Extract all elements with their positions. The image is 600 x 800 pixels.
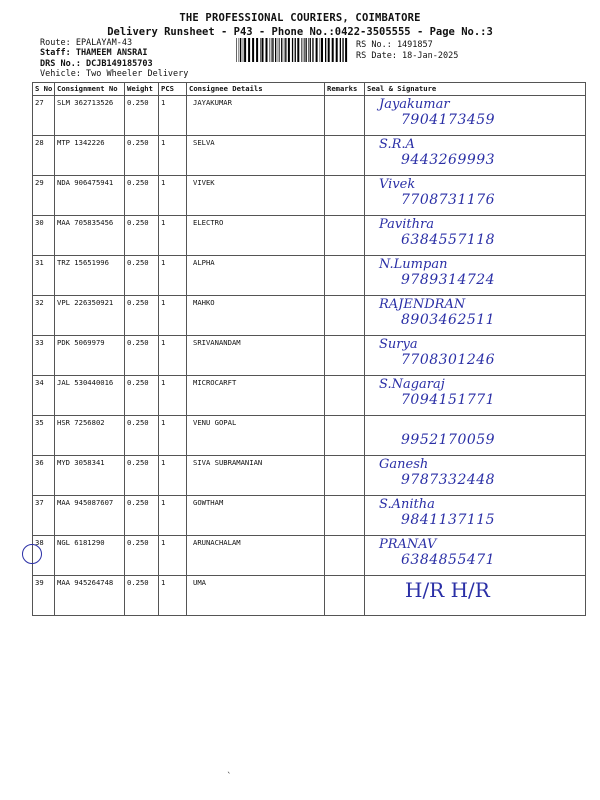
runsheet-table (32, 82, 586, 616)
cell-pcs: 1 (159, 456, 187, 496)
cell-pcs: 1 (159, 536, 187, 576)
cell-pcs: 1 (159, 96, 187, 136)
cell-consignee: ARUNACHALAM (187, 536, 325, 576)
table-row (33, 176, 586, 216)
cell-weight: 0.250 (125, 176, 159, 216)
col-consignment: Consignment No (55, 83, 125, 96)
handwritten-phone: 7094151771 (401, 392, 496, 408)
cell-consignee: ALPHA (187, 256, 325, 296)
cell-consignee: SELVA (187, 136, 325, 176)
handwritten-signature: N.Lumpan (379, 257, 448, 272)
handwritten-signature: Vivek (379, 177, 416, 192)
table-row (33, 336, 586, 376)
cell-sno: 36 (33, 456, 55, 496)
cell-sno: 30 (33, 216, 55, 256)
cell-sno: 27 (33, 96, 55, 136)
cell-remarks (325, 536, 365, 576)
cell-pcs: 1 (159, 176, 187, 216)
cell-weight: 0.250 (125, 96, 159, 136)
table-row (33, 496, 586, 536)
handwritten-phone: 9789314724 (401, 272, 496, 288)
cell-remarks (325, 216, 365, 256)
cell-signature (365, 376, 586, 416)
table-row (33, 416, 586, 456)
cell-consignee: JAYAKUMAR (187, 96, 325, 136)
handwritten-signature: S.R.A (379, 137, 415, 152)
cell-remarks (325, 576, 365, 616)
col-remarks: Remarks (325, 83, 365, 96)
company-name: THE PROFESSIONAL COURIERS, COIMBATORE (179, 12, 421, 24)
circle-mark-icon (22, 544, 42, 564)
cell-remarks (325, 136, 365, 176)
table-row (33, 216, 586, 256)
cell-remarks (325, 376, 365, 416)
cell-sno: 32 (33, 296, 55, 336)
handwritten-signature: H/R H/R (405, 578, 490, 602)
handwritten-phone: 7708301246 (401, 352, 496, 368)
stray-mark-icon: ˎ (226, 764, 232, 774)
staff-text: Staff: THAMEEM ANSRAI (40, 48, 148, 58)
col-signature: Seal & Signature (365, 83, 586, 96)
table-row (33, 136, 586, 176)
handwritten-phone: 9787332448 (401, 472, 496, 488)
cell-sno: 39 (33, 576, 55, 616)
handwritten-phone: 8903462511 (401, 312, 496, 328)
cell-sno: 28 (33, 136, 55, 176)
cell-consignment: MAA 945087607 (55, 496, 125, 536)
col-consignee: Consignee Details (187, 83, 325, 96)
cell-consignment: TRZ 15651996 (55, 256, 125, 296)
handwritten-phone: 6384855471 (401, 552, 496, 568)
cell-consignee: MICROCARFT (187, 376, 325, 416)
table-row (33, 96, 586, 136)
cell-pcs: 1 (159, 296, 187, 336)
cell-pcs: 1 (159, 336, 187, 376)
cell-consignment: HSR 7256802 (55, 416, 125, 456)
cell-pcs: 1 (159, 216, 187, 256)
handwritten-signature: PRANAV (379, 537, 437, 552)
cell-weight: 0.250 (125, 456, 159, 496)
col-pcs: PCS (159, 83, 187, 96)
route-text: Route: EPALAYAM-43 (40, 38, 133, 48)
cell-pcs: 1 (159, 576, 187, 616)
handwritten-signature: RAJENDRAN (379, 297, 466, 312)
table-row (33, 256, 586, 296)
col-weight: Weight (125, 83, 159, 96)
cell-signature (365, 96, 586, 136)
cell-consignee: SRIVANANDAM (187, 336, 325, 376)
cell-sno: 34 (33, 376, 55, 416)
handwritten-signature: S.Anitha (379, 497, 435, 512)
cell-weight: 0.250 (125, 336, 159, 376)
cell-consignment: PDK 5069979 (55, 336, 125, 376)
handwritten-phone: 6384557118 (401, 232, 496, 248)
cell-consignee: ELECTRO (187, 216, 325, 256)
cell-remarks (325, 256, 365, 296)
cell-weight: 0.250 (125, 256, 159, 296)
cell-consignee: SIVA SUBRAMANIAN (187, 456, 325, 496)
cell-remarks (325, 336, 365, 376)
cell-consignment: MAA 945264748 (55, 576, 125, 616)
cell-consignment: NGL 6181290 (55, 536, 125, 576)
table-row (33, 576, 586, 616)
handwritten-phone: 9952170059 (401, 432, 496, 448)
handwritten-signature: S.Nagaraj (379, 377, 445, 392)
cell-consignee: VENU GOPAL (187, 416, 325, 456)
cell-pcs: 1 (159, 376, 187, 416)
handwritten-phone: 9443269993 (401, 152, 496, 168)
cell-consignment: NDA 906475941 (55, 176, 125, 216)
table-row (33, 296, 586, 336)
cell-signature (365, 496, 586, 536)
barcode-icon (236, 38, 349, 62)
cell-consignment: JAL 530440016 (55, 376, 125, 416)
cell-sno: 29 (33, 176, 55, 216)
cell-consignment: SLM 362713526 (55, 96, 125, 136)
cell-remarks (325, 176, 365, 216)
cell-consignment: MTP 1342226 (55, 136, 125, 176)
table-row (33, 456, 586, 496)
handwritten-phone: 7904173459 (401, 112, 496, 128)
table-header-row (33, 83, 586, 96)
handwritten-phone: 9841137115 (401, 512, 496, 528)
cell-sno: 31 (33, 256, 55, 296)
cell-signature (365, 336, 586, 376)
cell-signature (365, 456, 586, 496)
cell-consignment: MYD 3058341 (55, 456, 125, 496)
handwritten-phone: 7708731176 (401, 192, 496, 208)
cell-sno: 35 (33, 416, 55, 456)
cell-pcs: 1 (159, 496, 187, 536)
rs-number: RS No.: 1491857 (356, 40, 433, 50)
cell-remarks (325, 456, 365, 496)
cell-consignment: MAA 705835456 (55, 216, 125, 256)
cell-weight: 0.250 (125, 136, 159, 176)
cell-remarks (325, 296, 365, 336)
cell-signature (365, 416, 586, 456)
cell-remarks (325, 496, 365, 536)
cell-signature (365, 576, 586, 616)
runsheet-subtitle: Delivery Runsheet - P43 - Phone No.:0422-3505555 - Page No.:3 (107, 26, 493, 38)
table-row (33, 536, 586, 576)
cell-weight: 0.250 (125, 576, 159, 616)
cell-signature (365, 136, 586, 176)
cell-consignee: VIVEK (187, 176, 325, 216)
cell-weight: 0.250 (125, 216, 159, 256)
cell-sno: 37 (33, 496, 55, 536)
cell-consignment: VPL 226350921 (55, 296, 125, 336)
col-sno: S No (33, 83, 55, 96)
cell-remarks (325, 96, 365, 136)
cell-signature (365, 216, 586, 256)
cell-sno: 33 (33, 336, 55, 376)
cell-pcs: 1 (159, 256, 187, 296)
cell-remarks (325, 416, 365, 456)
handwritten-signature: Ganesh (379, 457, 429, 472)
table-row (33, 376, 586, 416)
cell-signature (365, 256, 586, 296)
cell-sno: 38 (33, 536, 55, 576)
cell-consignee: MAHKO (187, 296, 325, 336)
drs-number: DRS No.: DCJB149185703 (40, 59, 153, 69)
cell-weight: 0.250 (125, 376, 159, 416)
rs-date: RS Date: 18-Jan-2025 (356, 51, 459, 61)
cell-consignee: GOWTHAM (187, 496, 325, 536)
cell-weight: 0.250 (125, 416, 159, 456)
cell-weight: 0.250 (125, 536, 159, 576)
cell-signature (365, 536, 586, 576)
handwritten-signature: Jayakumar (379, 97, 450, 112)
cell-pcs: 1 (159, 416, 187, 456)
cell-weight: 0.250 (125, 496, 159, 536)
handwritten-signature: Surya (379, 337, 418, 352)
vehicle-text: Vehicle: Two Wheeler Delivery (40, 69, 189, 79)
cell-pcs: 1 (159, 136, 187, 176)
cell-signature (365, 176, 586, 216)
cell-weight: 0.250 (125, 296, 159, 336)
cell-signature (365, 296, 586, 336)
cell-consignee: UMA (187, 576, 325, 616)
handwritten-signature: Pavithra (379, 217, 434, 232)
